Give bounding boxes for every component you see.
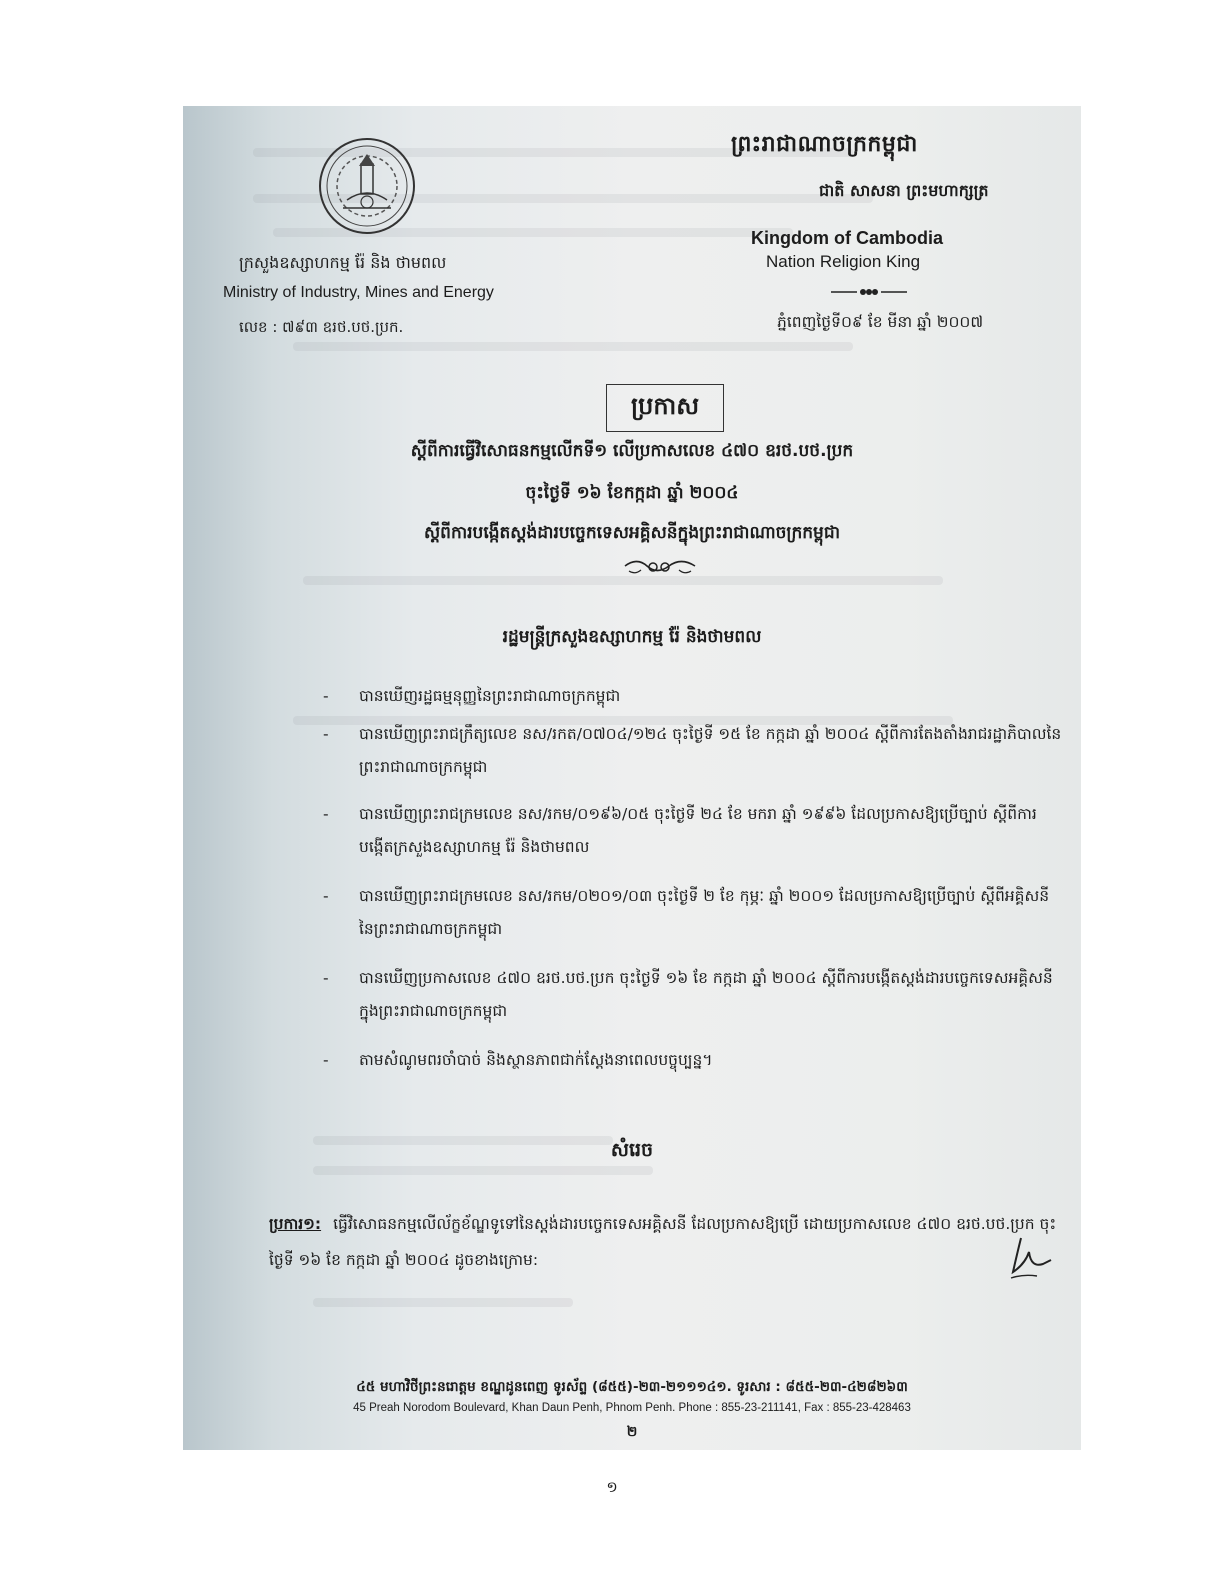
decision-heading: សំរេច <box>610 1139 654 1161</box>
kingdom-name-english: Kingdom of Cambodia <box>751 228 943 248</box>
ministry-name-khmer: ក្រសួងឧស្សាហកម្ម រ៉ែ និង ថាមពល <box>239 253 447 272</box>
footer-address-english: 45 Preah Norodom Boulevard, Khan Daun Penh, Phnom Penh. Phone : 855-23-211141, Fax : 855-23-428463 <box>353 1402 911 1414</box>
inner-page-number: ២ <box>626 1424 638 1440</box>
article-1 <box>269 1206 1059 1278</box>
bleed-through-line <box>313 1298 573 1307</box>
clause-dash: - <box>323 969 329 987</box>
clause-item <box>323 680 1063 713</box>
clause-item <box>323 962 1063 1028</box>
reference-number: លេខ : ៧៩៣ ឧរថ.បថ.ប្រក. <box>239 318 404 336</box>
motto-khmer: ជាតិ សាសនា ព្រះមហាក្សត្រ <box>819 181 989 200</box>
clause-dash: - <box>323 725 329 743</box>
clause-item <box>323 718 1063 784</box>
clause-dash: - <box>323 687 329 705</box>
title-line-3: ស្តីពីការបង្កើតស្តង់ដារបច្ចេកទេសអគ្គិសនីក្នុងព្រះរាជាណាចក្រកម្ពុជា <box>423 523 841 543</box>
date-line: ភ្នំពេញថ្ងៃទី០៩ ខែ មីនា ឆ្នាំ ២០០៧ <box>777 313 984 331</box>
article-1-text: ធ្វើវិសោធនកម្មលើល័ក្ខខ័ណ្ឌទូទៅនៃស្តង់ដារបច្ចេកទេសអគ្គិសនី ដែលប្រកាសឱ្យប្រើ ដោយប្រកាសលេខ ៤៧០ ឧរថ.បថ.ប្រក ចុះថ្ងៃទី ១៦ ខែ កក្កដា ឆ្នាំ ២០០៤ ដូចខាងក្រោម: <box>269 1215 1057 1269</box>
page-number: ១ <box>606 1478 618 1496</box>
clause-dash: - <box>323 1051 329 1069</box>
signature-mark-icon <box>1003 1234 1053 1282</box>
clause-item <box>323 880 1063 946</box>
ministry-seal-icon <box>317 136 417 236</box>
clause-item <box>323 798 1063 864</box>
motto-english: Nation Religion King <box>766 252 921 271</box>
clause-text: បានឃើញរដ្ឋធម្មនុញ្ញនៃព្រះរាជាណាចក្រកម្ពុជា <box>359 687 621 705</box>
article-1-label: ប្រការ១: <box>269 1215 322 1233</box>
clause-dash: - <box>323 887 329 905</box>
bleed-through-line <box>293 342 853 351</box>
kingdom-name-khmer: ព្រះរាជាណាចក្រកម្ពុជា <box>731 132 918 157</box>
clause-text: បានឃើញព្រះរាជក្រឹត្យលេខ នស/រកត/០៧០៤/១២៤ ចុះថ្ងៃទី ១៥ ខែ កក្កដា ឆ្នាំ ២០០៤ ស្តីពីការតែងតាំងរាជរដ្ឋាភិបាលនៃព្រះរាជាណាចក្រកម្ពុជា <box>359 725 1062 776</box>
title-line-2: ចុះថ្ងៃទី ១៦ ខែកក្កដា ឆ្នាំ ២០០៤ <box>525 483 739 503</box>
bleed-through-line <box>303 576 943 585</box>
footer-address-khmer: ៤៥ មហាវិថីព្រះនរោត្តម ខណ្ឌដូនពេញ ទូរស័ព្ទ (៨៥៥)-២៣-២១១១៤១. ទូរសារ : ៨៥៥-២៣-៤២៨២៦៣ <box>356 1379 908 1395</box>
clause-text: តាមសំណូមពរចាំបាច់ និងស្ថានភាពជាក់ស្តែងនាពេលបច្ចុប្បន្ន។ <box>359 1051 713 1069</box>
ministry-name-english: Ministry of Industry, Mines and Energy <box>223 284 494 301</box>
minister-line: រដ្ឋមន្ត្រីក្រសួងឧស្សាហកម្ម រ៉ែ និងថាមពល <box>502 627 762 647</box>
scanned-page <box>183 106 1081 1450</box>
title-ornament-icon <box>623 555 697 577</box>
clause-text: បានឃើញប្រកាសលេខ ៤៧០ ឧរថ.បថ.ប្រក ចុះថ្ងៃទី ១៦ ខែ កក្កដា ឆ្នាំ ២០០៤ ស្តីពីការបង្កើតស្តង់ដារបច្ចេកទេសអគ្គិសនីក្នុងព្រះរាជាណាចក្រកម្ពុជា <box>359 969 1053 1020</box>
header-divider-ornament-icon <box>831 285 907 299</box>
title-line-1: ស្តីពីការធ្វើវិសោធនកម្មលើកទី១ លើប្រកាសលេខ ៤៧០ ឧរថ.បថ.ប្រក <box>410 441 854 461</box>
clause-item <box>323 1044 1063 1077</box>
clause-text: បានឃើញព្រះរាជក្រមលេខ នស/រកម/០២០១/០៣ ចុះថ្ងៃទី ២ ខែ កុម្ភៈ ឆ្នាំ ២០០១ ដែលប្រកាសឱ្យប្រើច្បាប់ ស្តីពីអគ្គិសនីនៃព្រះរាជាណាចក្រកម្ពុជា <box>359 887 1050 938</box>
clause-text: បានឃើញព្រះរាជក្រមលេខ នស/រកម/០១៩៦/០៥ ចុះថ្ងៃទី ២៤ ខែ មករា ឆ្នាំ ១៩៩៦ ដែលប្រកាសឱ្យប្រើច្បាប់ ស្តីពីការបង្កើតក្រសួងឧស្សាហកម្ម រ៉ែ និងថាមពល <box>359 805 1037 856</box>
proclamation-title-box: ប្រកាស <box>606 384 724 432</box>
clause-dash: - <box>323 805 329 823</box>
bleed-through-line <box>313 1166 653 1175</box>
